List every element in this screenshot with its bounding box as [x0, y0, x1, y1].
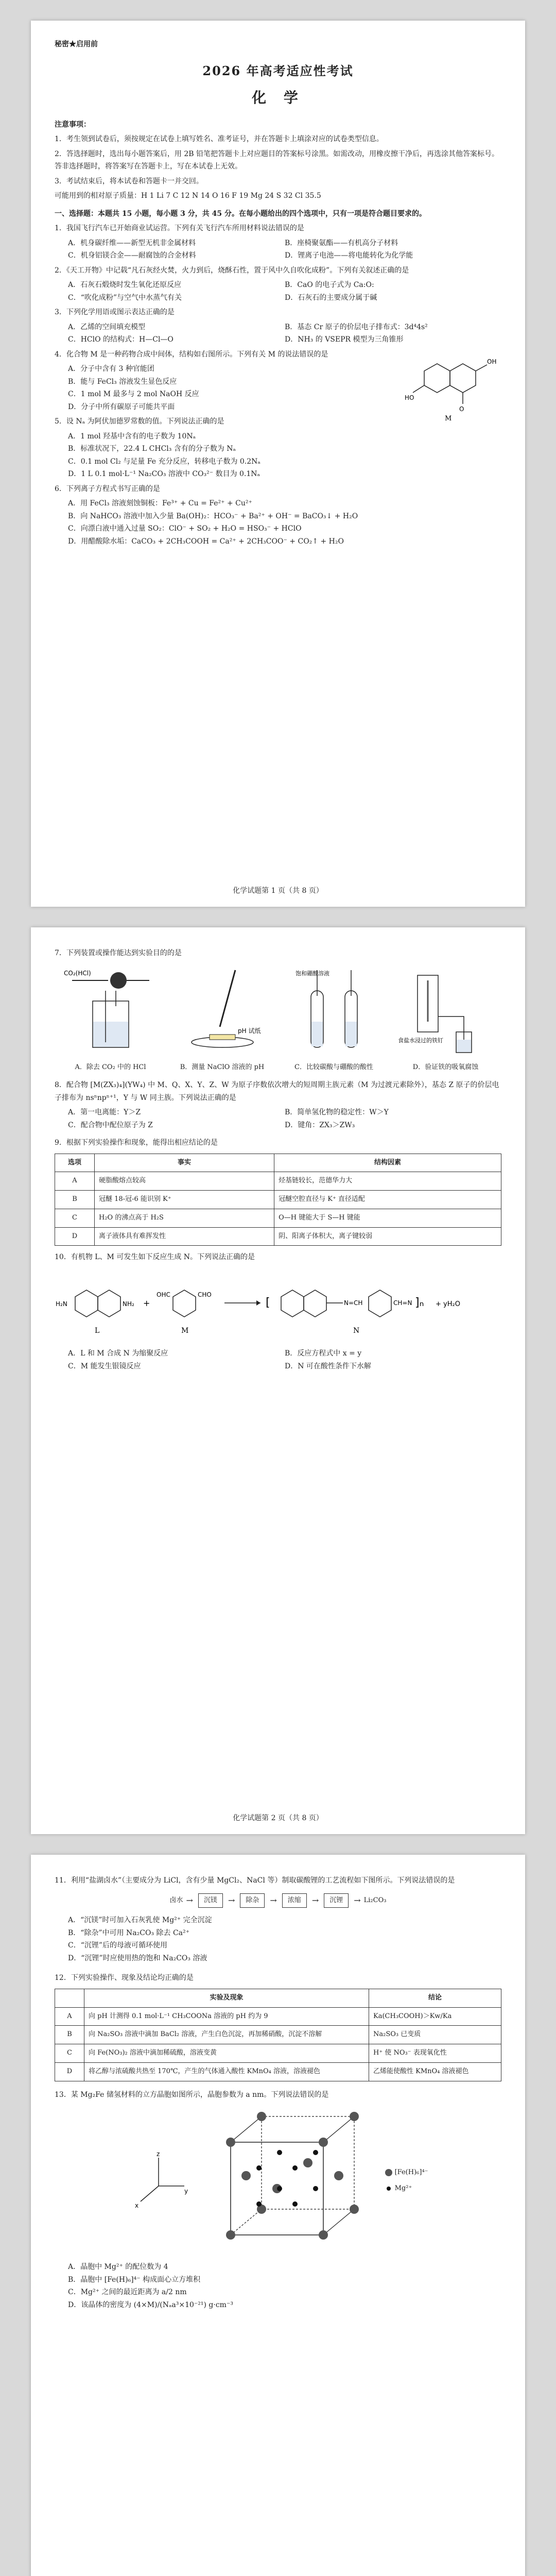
table-cell: 阴、阳离子体积大，离子键较弱: [274, 1227, 501, 1246]
secret-mark: 秘密★启用前: [55, 40, 98, 48]
molecule-l: [56, 1290, 134, 1335]
option-d: D．“沉锂”时应使用热的饱和 Na₂CO₃ 溶液: [68, 1954, 207, 1962]
question-7-stem: 7．下列装置或操作能达到实验目的的是: [55, 949, 182, 957]
legend-swatch: [385, 2169, 392, 2176]
table-header: 选项: [55, 1154, 95, 1172]
q7-figures: [55, 965, 501, 1074]
page-footer: 化学试题第 1 页（共 8 页）: [233, 887, 323, 895]
svg-text:NH₂: NH₂: [123, 1300, 134, 1308]
q7-figure-c: [285, 965, 383, 1074]
process-flow-diagram: [55, 1893, 501, 1908]
option-b: B．“除杂”中可用 Na₂CO₃ 除去 Ca²⁺: [68, 1928, 190, 1937]
table-row: [55, 2044, 501, 2063]
svg-text:OH: OH: [487, 358, 496, 365]
unit-cell-diagram: [210, 2106, 364, 2256]
question-1: [55, 222, 501, 262]
svg-text:饱和硼酸溶液: 饱和硼酸溶液: [295, 970, 329, 977]
option-a: A．分子中含有 3 种官能团: [68, 365, 154, 373]
table-cell: Na₂SO₃ 已变质: [369, 2026, 501, 2044]
notice-title: 注意事项：: [55, 120, 91, 129]
page-footer: 化学试题第 2 页（共 8 页）: [233, 1814, 323, 1822]
figure-caption: C．比较碳酸与硼酸的酸性: [294, 1063, 373, 1072]
option-a: A．第一电离能：Y＞Z: [68, 1108, 141, 1116]
ph-paper-apparatus: [173, 965, 271, 1058]
table-cell: 烃基链较长，范德华力大: [274, 1172, 501, 1191]
option-d: D．分子中所有碳原子可能共平面: [68, 402, 175, 411]
q7-figure-b: [173, 965, 271, 1074]
table-header: 事实: [95, 1154, 274, 1172]
q7-figure-a: [62, 965, 160, 1074]
svg-text:pH 试纸: pH 试纸: [237, 1027, 260, 1035]
flow-step: 除杂: [240, 1893, 265, 1908]
legend-swatch: [387, 2187, 391, 2191]
notice-item: 2．答选择题时，选出每小题答案后，用 2B 铅笔把答题卡上对应题目的答案标号涂黑。如需改动，用橡皮擦干净后，再选涂其他答案标号。答非选择题时，将答案写在答题卡上，写在本试卷上无效。: [55, 149, 499, 171]
table-header: [55, 1989, 84, 2007]
crystal-figure: [55, 2106, 501, 2256]
table-cell: C: [55, 2044, 84, 2063]
option-a: A．乙烯的空间填充模型: [68, 323, 146, 331]
page-3: [31, 1855, 525, 2576]
svg-text:O: O: [459, 405, 464, 413]
option-c: C．配合物中配位原子为 Z: [68, 1121, 153, 1129]
question-8-options: [55, 1106, 501, 1131]
option-b: B．能与 FeCl₃ 溶液发生显色反应: [68, 377, 177, 386]
question-stem: 4．化合物 M 是一种药物合成中间体，结构如右图所示。下列有关 M 的说法错误的是: [55, 350, 328, 359]
option-b: B．CaO 的电子式为 Ca:O:: [285, 281, 374, 289]
option-c: C．Mg²⁺ 之间的最近距离为 a/2 nm: [68, 2288, 187, 2296]
table-row: [55, 1191, 501, 1209]
notice-item: 3．考试结束后，将本试卷和答题卡一并交回。: [55, 177, 203, 185]
svg-text:+: +: [143, 1298, 150, 1308]
question-stem: 5．设 Nₐ 为阿伏加德罗常数的值。下列说法正确的是: [55, 417, 224, 426]
option-d: D．NH₃ 的 VSEPR 模型为三角锥形: [285, 335, 404, 344]
arrow-right-icon: →: [354, 1895, 361, 1905]
page-2: [31, 927, 525, 1834]
svg-text:CO₂(HCl): CO₂(HCl): [63, 969, 91, 977]
flow-step: 浓缩: [282, 1893, 307, 1908]
question-9-stem: 9．根据下列实验操作和现象，能得出相应结论的是: [55, 1139, 218, 1147]
question-3: [55, 306, 501, 346]
table-cell: B: [55, 2026, 84, 2044]
figure-caption: D．验证铁的吸氧腐蚀: [412, 1063, 479, 1072]
table-cell: 离子液体具有难挥发性: [95, 1227, 274, 1246]
svg-text:HO: HO: [405, 394, 414, 401]
option-a: A．L 和 M 合成 N 为缩聚反应: [68, 1349, 168, 1358]
question-13-stem: 13．某 Mg₂Fe 储氢材料的立方晶胞如图所示，晶胞参数为 a nm。下列说法错误的是: [55, 2090, 329, 2099]
option-d: D．石灰石的主要成分属于碱: [285, 293, 377, 302]
legend-label: [Fe(H)₆]⁴⁻: [394, 2168, 428, 2177]
question-12-stem: 12．下列实验操作、现象及结论均正确的是: [55, 1974, 194, 1982]
option-b: B．简单氢化物的稳定性：W＞Y: [285, 1108, 389, 1116]
table-cell: 向 pH 计测得 0.1 mol·L⁻¹ CH₃COONa 溶液的 pH 约为 9: [84, 2007, 369, 2026]
table-cell: H₂O 的沸点高于 H₂S: [95, 1209, 274, 1227]
test-tubes-apparatus: [285, 965, 383, 1058]
option-b: B．反应方程式中 x = y: [285, 1349, 362, 1358]
flow-step: 卤水: [169, 1896, 183, 1904]
svg-text:CHO: CHO: [198, 1291, 212, 1298]
svg-text:x: x: [135, 2202, 139, 2209]
svg-text:+ yH₂O: + yH₂O: [436, 1300, 460, 1308]
option-a: A．机身碳纤维——新型无机非金属材料: [68, 239, 196, 247]
table-header: 实验及现象: [84, 1989, 369, 2007]
option-a: A．“沉镁”时可加入石灰乳使 Mg²⁺ 完全沉淀: [68, 1916, 212, 1925]
table-cell: O—H 键能大于 S—H 键能: [274, 1209, 501, 1227]
table-cell: 向 Na₂SO₃ 溶液中滴加 BaCl₂ 溶液，产生白色沉淀，再加稀硝酸，沉淀不溶解: [84, 2026, 369, 2044]
table-cell: Ka(CH₃COOH)＞Kw/Ka: [369, 2007, 501, 2026]
flow-step: 沉锂: [324, 1893, 349, 1908]
table-cell: H⁺ 使 NO₃⁻ 表现氧化性: [369, 2044, 501, 2063]
option-d: D．键角：ZX₃＞ZW₃: [285, 1121, 355, 1129]
option-b: B．标准状况下，22.4 L CHCl₃ 含有的分子数为 Nₐ: [68, 445, 236, 453]
table-cell: D: [55, 2062, 84, 2081]
option-a: A．用 FeCl₃ 溶液刻蚀铜板：Fe³⁺ + Cu = Fe²⁺ + Cu²⁺: [68, 499, 252, 507]
svg-text:食盐水浸过的铁钉: 食盐水浸过的铁钉: [397, 1037, 443, 1044]
molecule-label: M: [445, 414, 452, 422]
table-cell: B: [55, 1191, 95, 1209]
table-cell: C: [55, 1209, 95, 1227]
svg-text:H₂N: H₂N: [56, 1300, 67, 1308]
option-d: D．N 可在酸性条件下水解: [285, 1362, 371, 1370]
molecule-m: [157, 1290, 212, 1335]
q12-table: [55, 1989, 501, 2081]
table-cell: 硬脂酸熔点较高: [95, 1172, 274, 1191]
table-cell: D: [55, 1227, 95, 1246]
table-cell: 向 Fe(NO₃)₂ 溶液中滴加稀硫酸，溶液变黄: [84, 2044, 369, 2063]
table-cell: 冠醚 18-冠-6 能识别 K⁺: [95, 1191, 274, 1209]
molecule-m-structure: [404, 350, 496, 422]
option-b: B．晶胞中 [Fe(H)₆]⁴⁻ 构成面心立方堆积: [68, 2275, 201, 2284]
question-10-options: [55, 1347, 501, 1372]
flow-step: 沉镁: [198, 1893, 223, 1908]
q7-figure-d: [397, 965, 495, 1074]
molecule-n: [266, 1290, 460, 1335]
arrow-right-icon: →: [186, 1895, 193, 1905]
crystal-legend: [385, 2167, 428, 2195]
question-8-stem: 8．配合物 [M(ZX₃)₄](YW₄) 中 M、Q、X、Y、Z、W 为原子序数依次增大的短周期主族元素（M 为过渡元素除外），基态 Z 原子的价层电子排布为 nsⁿnpⁿ⁺¹，Y 与 W 同主族。下列说法正确的是: [55, 1081, 499, 1102]
table-row: [55, 2062, 501, 2081]
question-stem: 3．下列化学用语或图示表达正确的是: [55, 308, 175, 316]
gas-washing-apparatus: [62, 965, 160, 1058]
table-row: [55, 1209, 501, 1227]
svg-text:M: M: [181, 1326, 189, 1335]
svg-text:y: y: [184, 2188, 188, 2195]
option-a: A．石灰石煅烧时发生氧化还原反应: [68, 281, 182, 289]
option-a: A．晶胞中 Mg²⁺ 的配位数为 4: [68, 2263, 168, 2271]
svg-text:L: L: [95, 1326, 100, 1335]
flow-step: Li₂CO₃: [363, 1896, 387, 1904]
option-d: D．该晶体的密度为 (4×M)/(Nₐa³×10⁻²¹) g·cm⁻³: [68, 2300, 233, 2309]
option-c: C．“吹化成粉”与空气中水蒸气有关: [68, 293, 182, 302]
option-a: A．1 mol 羟基中含有的电子数为 10Nₐ: [68, 432, 196, 440]
q9-table: [55, 1154, 501, 1246]
table-cell: 将乙醇与浓硫酸共热至 170℃，产生的气体通入酸性 KMnO₄ 溶液，溶液褪色: [84, 2062, 369, 2081]
option-c: C．1 mol M 最多与 2 mol NaOH 反应: [68, 390, 199, 398]
option-d: D．锂离子电池——将电能转化为化学能: [285, 251, 413, 260]
figure-caption: B．测量 NaClO 溶液的 pH: [180, 1063, 265, 1072]
svg-text:N: N: [353, 1326, 360, 1335]
option-c: C．机身铝镁合金——耐腐蚀的合金材料: [68, 251, 196, 260]
table-row: [55, 2007, 501, 2026]
figure-caption: A．除去 CO₂ 中的 HCl: [75, 1063, 146, 1072]
page-1: [31, 21, 525, 907]
svg-text:[: [: [266, 1296, 270, 1309]
q10-reaction-scheme: [55, 1266, 497, 1343]
question-10-stem: 10．有机物 L、M 可发生如下反应生成 N。下列说法正确的是: [55, 1253, 255, 1262]
question-stem: 1．我国飞行汽车已开始商业试运营。下列有关飞行汽车所用材料说法错误的是: [55, 224, 304, 232]
option-b: B．基态 Cr 原子的价层电子排布式：3d⁴4s²: [285, 323, 428, 331]
svg-text:CH=N: CH=N: [393, 1299, 412, 1307]
svg-text:OHC: OHC: [157, 1291, 170, 1298]
svg-text:N=CH: N=CH: [344, 1299, 363, 1307]
section-1-heading: 一、选择题：本题共 15 小题，每小题 3 分，共 45 分。在每小题给出的四个选项中，只有一项是符合题目要求的。: [55, 209, 426, 218]
table-cell: A: [55, 2007, 84, 2026]
option-d: D．用醋酸除水垢：CaCO₃ + 2CH₃COOH = Ca²⁺ + 2CH₃COO⁻ + CO₂↑ + H₂O: [68, 537, 344, 546]
arrow-right-icon: →: [311, 1895, 319, 1905]
exam-title: 2026 年高考适应性考试: [202, 63, 354, 78]
table-cell: A: [55, 1172, 95, 1191]
option-c: C．0.1 mol Cl₂ 与足量 Fe 充分反应，转移电子数为 0.2Nₐ: [68, 457, 260, 466]
question-2: [55, 264, 501, 304]
option-d: D．1 L 0.1 mol·L⁻¹ Na₂CO₃ 溶液中 CO₃²⁻ 数目为 0.1Nₐ: [68, 470, 260, 478]
question-stem: 6．下列离子方程式书写正确的是: [55, 484, 160, 493]
option-b: B．座椅聚氨酯——有机高分子材料: [285, 239, 398, 247]
question-stem: 2．《天工开物》中记载“凡石灰经火焚，火力到后，烧酥石性，置于风中久自吹化成粉”。下列有关叙述正确的是: [55, 266, 409, 275]
table-row: [55, 2026, 501, 2044]
table-header: 结论: [369, 1989, 501, 2007]
question-11-stem: 11．利用“盐湖卤水”（主要成分为 LiCl，含有少量 MgCl₂、NaCl 等）制取碳酸锂的工艺流程如下图所示。下列说法错误的是: [55, 1876, 455, 1885]
svg-text:]ₙ: ]ₙ: [415, 1296, 424, 1309]
table-header: 结构因素: [274, 1154, 501, 1172]
table-cell: 冠醚空腔直径与 K⁺ 直径适配: [274, 1191, 501, 1209]
option-c: C．HClO 的结构式：H—Cl—O: [68, 335, 173, 344]
option-c: C．M 能发生银镜反应: [68, 1362, 141, 1370]
table-cell: 乙烯能使酸性 KMnO₄ 溶液褪色: [369, 2062, 501, 2081]
axis-icon: [128, 2150, 189, 2212]
legend-label: Mg²⁺: [394, 2184, 412, 2192]
question-6: [55, 483, 501, 548]
arrow-right-icon: →: [270, 1895, 277, 1905]
option-c: C．向漂白液中通入过量 SO₂：ClO⁻ + SO₂ + H₂O = HSO₃⁻ + HClO: [68, 524, 302, 533]
subject-title: 化 学: [252, 89, 304, 106]
iron-corrosion-apparatus: [397, 965, 495, 1058]
table-row: [55, 1227, 501, 1246]
table-row: [55, 1172, 501, 1191]
svg-text:z: z: [157, 2150, 160, 2158]
arrow-right-icon: →: [228, 1895, 235, 1905]
option-b: B．向 NaHCO₃ 溶液中加入少量 Ba(OH)₂：HCO₃⁻ + Ba²⁺ + OH⁻ = BaCO₃↓ + H₂O: [68, 512, 358, 520]
question-5: [55, 415, 501, 481]
option-c: C．“沉锂”后的母液可循环使用: [68, 1941, 168, 1950]
notice-item: 1．考生领到试卷后，须按规定在试卷上填写姓名、准考证号，并在答题卡上填涂对应的试卷类型信息。: [55, 135, 384, 143]
atomic-mass-line: 可能用到的相对原子质量：H 1 Li 7 C 12 N 14 O 16 F 19 Mg 24 S 32 Cl 35.5: [55, 192, 321, 200]
